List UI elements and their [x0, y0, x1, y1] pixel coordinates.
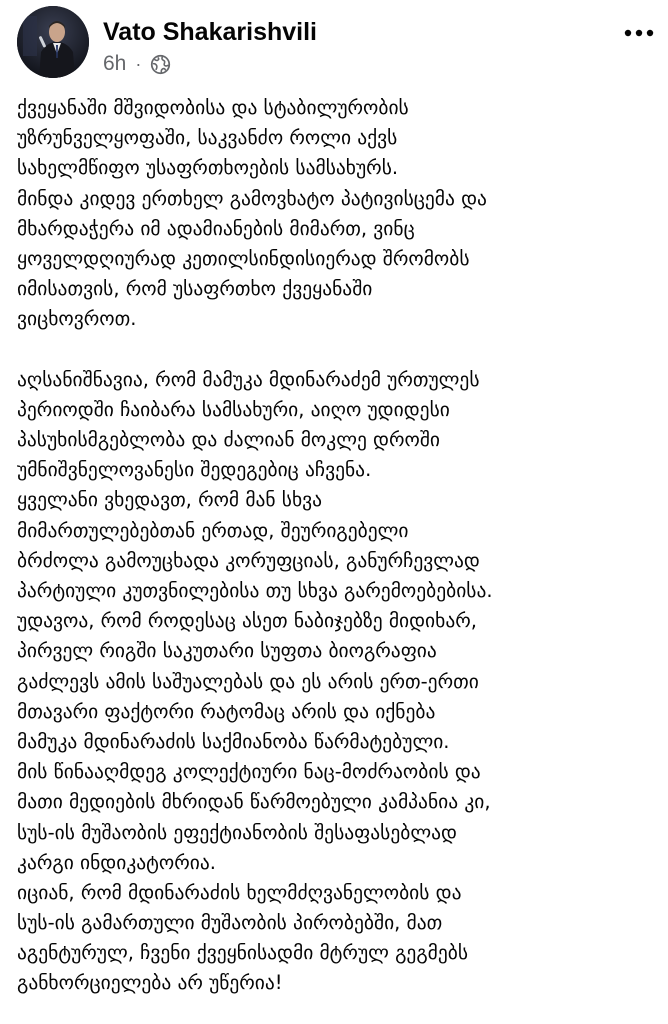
- text-line: ყველანი ვხედავთ, რომ მან სხვა: [17, 488, 323, 512]
- text-line: პარტიული კუთვნილებისა თუ სხვა გარემოებებისა.: [17, 579, 493, 602]
- text-line: პერიოდში ჩაიბარა სამსახური, აიღო უდიდესი: [17, 397, 450, 421]
- text-line: მიმართულებებთან ერთად, შეურიგებელი: [17, 518, 409, 542]
- text-line: იმისათვის, რომ უსაფრთხო ქვეყანაში: [17, 277, 373, 301]
- meta-separator: ·: [135, 54, 142, 74]
- text-line: გაძლევს ამის საშუალებას და ეს არის ერთ-ერთი: [17, 669, 479, 693]
- text-line: მთავარი ფაქტორი რატომაც არის და იქნება: [17, 699, 436, 723]
- post-timestamp[interactable]: 6h: [103, 52, 127, 75]
- text-line: სახელმწიფო უსაფრთხოების სამსახურს.: [17, 156, 399, 180]
- paragraph-2: [17, 365, 657, 999]
- globe-icon[interactable]: [150, 54, 171, 75]
- more-options-button[interactable]: [621, 18, 657, 48]
- text-line: უმნიშვნელოვანესი შედეგებიც აჩვენა.: [17, 458, 372, 482]
- text-line: პასუხისმგებლობა და ძალიან მოკლე დროში: [17, 428, 441, 452]
- paragraph-gap: [17, 335, 657, 365]
- text-line: აღსანიშნავია, რომ მამუკა მდინარაძემ ურთულეს: [17, 367, 480, 391]
- paragraph-1: [17, 93, 657, 335]
- text-line: მამუკა მდინარაძის საქმიანობა წარმატებული.: [17, 729, 450, 753]
- text-line: ქვეყანაში მშვიდობისა და სტაბილურობის: [17, 96, 409, 119]
- text-line: სუს-ის გამართული მუშაობის პირობებში, მათ: [17, 911, 443, 935]
- text-line: ბრძოლა გამოუცხადა კორუფციას, განურჩევლად: [17, 548, 480, 572]
- text-line: უზრუნველყოფაში, საკვანძო როლი აქვს: [17, 126, 398, 150]
- text-line: კარგი ინდიკატორია.: [17, 850, 216, 874]
- text-line: უდავოა, რომ როდესაც ასეთ ნაბიჯებზე მიდიხარ,: [17, 609, 477, 633]
- post-meta: [103, 52, 171, 76]
- text-line: ვიცხოვროთ.: [17, 307, 137, 331]
- text-line: იციან, რომ მდინარაძის ხელმძღვანელობის და: [17, 880, 462, 904]
- text-line: პირველ რიგში საკუთარი სუფთა ბიოგრაფია: [17, 639, 437, 663]
- text-line: მათი მედიების მხრიდან წარმოებული კამპანია კი,: [17, 790, 491, 814]
- post-header: [17, 6, 657, 80]
- text-line: სუს-ის მუშაობის ეფექტიანობის შესაფასებლად: [17, 820, 457, 844]
- text-line: მინდა კიდევ ერთხელ გამოვხატო პატივისცემა და: [17, 186, 487, 210]
- author-name[interactable]: Vato Shakarishvili: [103, 18, 317, 46]
- text-line: ყოველდღიურად კეთილსინდისიერად შრომობს: [17, 246, 470, 270]
- text-line: განხორციელება არ უწერია!: [17, 971, 283, 995]
- text-line: მის წინააღმდეგ კოლექტიური ნაც-მოძრაობის და: [17, 760, 481, 784]
- post-text: [17, 93, 657, 999]
- text-line: მხარდაჭერა იმ ადამიანების მიმართ, ვინც: [17, 216, 415, 240]
- more-dots-icon: [624, 29, 654, 37]
- text-line: აგენტურულ, ჩვენი ქვეყნისადმი მტრულ გეგმებს: [17, 941, 469, 965]
- avatar[interactable]: [17, 6, 89, 78]
